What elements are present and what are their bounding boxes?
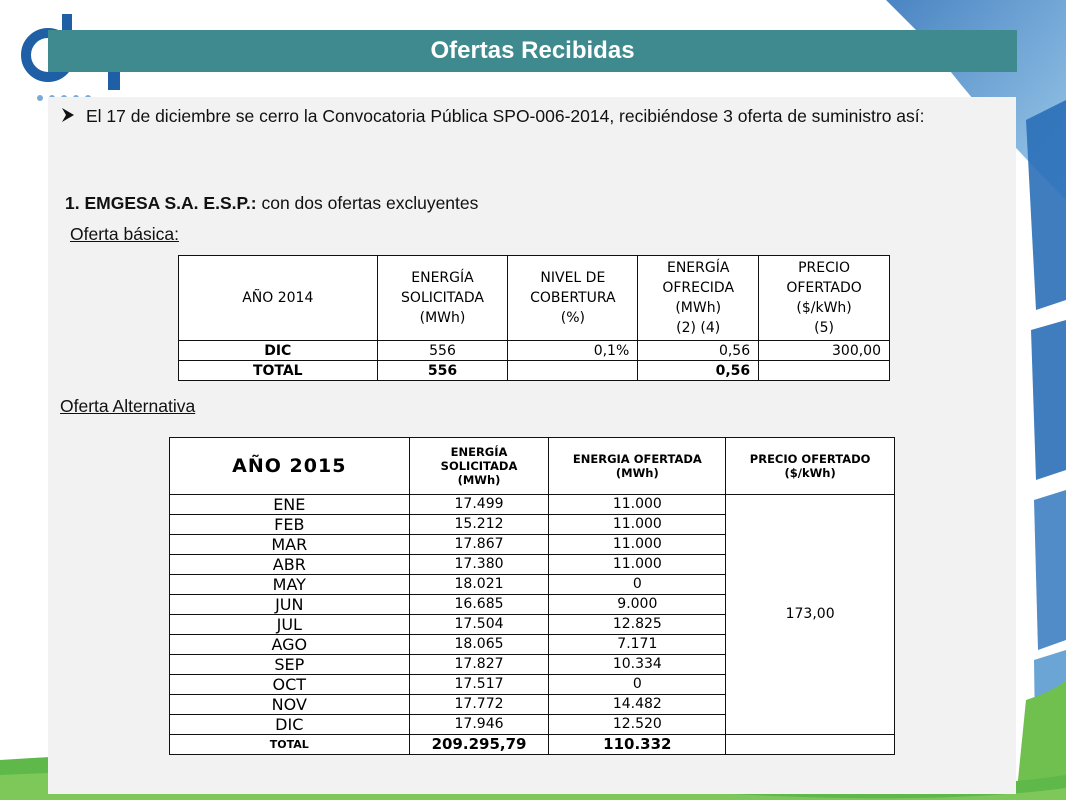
cell-empty [759, 361, 890, 381]
cell-solicitada: 17.504 [409, 615, 549, 635]
header-solicitada: ENERGÍA SOLICITADA (MWh) [377, 256, 508, 341]
alt-offer-body [170, 495, 895, 755]
cell-empty [726, 735, 895, 755]
intro-paragraph [60, 104, 1010, 129]
cell-ofertada: 12.520 [549, 715, 726, 735]
company-name: 1. EMGESA S.A. E.S.P.: [65, 193, 257, 213]
cell-ofertada: 11.000 [549, 555, 726, 575]
header-ofrecida: ENERGÍA OFRECIDA (MWh) (2) (4) [638, 256, 759, 341]
cell-ofertada: 11.000 [549, 495, 726, 515]
cell-total-solicitada: 556 [377, 361, 508, 381]
cell-empty [508, 361, 638, 381]
cell-ofertada: 12.825 [549, 615, 726, 635]
cell-month: MAR [170, 535, 410, 555]
cell-ofertada: 9.000 [549, 595, 726, 615]
cell-month: AGO [170, 635, 410, 655]
alt-offer-label: Oferta Alternativa [60, 396, 196, 416]
header-ofertada: ENERGIA OFERTADA (MWh) [549, 438, 726, 495]
cell-total-ofertada: 110.332 [549, 735, 726, 755]
cell-ofertada: 14.482 [549, 695, 726, 715]
arrow-bullet-icon [60, 104, 78, 133]
cell-month: MAY [170, 575, 410, 595]
cell-ofertada: 10.334 [549, 655, 726, 675]
header-solicitada: ENERGÍA SOLICITADA (MWh) [409, 438, 549, 495]
basic-offer-label: Oferta básica: [70, 224, 179, 244]
cell-solicitada: 17.946 [409, 715, 549, 735]
total-row [170, 735, 895, 755]
cell-total-label: TOTAL [170, 735, 410, 755]
cell-ofertada: 11.000 [549, 515, 726, 535]
cell-cobertura: 0,1% [508, 341, 638, 361]
cell-month: DIC [170, 715, 410, 735]
table-header-row [170, 438, 895, 495]
cell-ofertada: 0 [549, 675, 726, 695]
header-cobertura: NIVEL DE COBERTURA (%) [508, 256, 638, 341]
cell-solicitada: 15.212 [409, 515, 549, 535]
table-row [179, 341, 890, 361]
table-row [170, 495, 895, 515]
cell-total-ofrecida: 0,56 [638, 361, 759, 381]
intro-text: El 17 de diciembre se cerro la Convocatoria Pública SPO-006-2014, recibiéndose 3 oferta de suministro así: [86, 106, 925, 126]
header-year: AÑO 2015 [170, 438, 410, 495]
cell-precio: 173,00 [726, 495, 895, 735]
cell-month: SEP [170, 655, 410, 675]
cell-month: JUN [170, 595, 410, 615]
cell-solicitada: 16.685 [409, 595, 549, 615]
cell-month: JUL [170, 615, 410, 635]
cell-total-label: TOTAL [179, 361, 378, 381]
cell-solicitada: 18.021 [409, 575, 549, 595]
cell-ofrecida: 0,56 [638, 341, 759, 361]
table-header-row [179, 256, 890, 341]
total-row [179, 361, 890, 381]
cell-solicitada: 18.065 [409, 635, 549, 655]
cell-month: ENE [170, 495, 410, 515]
slide-title: Ofertas Recibidas [48, 30, 1017, 72]
cell-month: OCT [170, 675, 410, 695]
cell-month: FEB [170, 515, 410, 535]
cell-solicitada: 17.380 [409, 555, 549, 575]
cell-solicitada: 17.772 [409, 695, 549, 715]
section-description: con dos ofertas excluyentes [256, 193, 479, 213]
section-heading [65, 193, 478, 214]
cell-month: ABR [170, 555, 410, 575]
alt-offer-table [169, 437, 895, 755]
cell-solicitada: 556 [377, 341, 508, 361]
cell-total-solicitada: 209.295,79 [409, 735, 549, 755]
header-precio: PRECIO OFERTADO ($/kWh) (5) [759, 256, 890, 341]
cell-precio: 300,00 [759, 341, 890, 361]
cell-solicitada: 17.867 [409, 535, 549, 555]
header-year: AÑO 2014 [179, 256, 378, 341]
cell-ofertada: 11.000 [549, 535, 726, 555]
cell-ofertada: 7.171 [549, 635, 726, 655]
cell-solicitada: 17.827 [409, 655, 549, 675]
cell-solicitada: 17.499 [409, 495, 549, 515]
basic-offer-table [178, 255, 890, 381]
cell-month: NOV [170, 695, 410, 715]
cell-solicitada: 17.517 [409, 675, 549, 695]
cell-month: DIC [179, 341, 378, 361]
cell-ofertada: 0 [549, 575, 726, 595]
header-precio: PRECIO OFERTADO ($/kWh) [726, 438, 895, 495]
